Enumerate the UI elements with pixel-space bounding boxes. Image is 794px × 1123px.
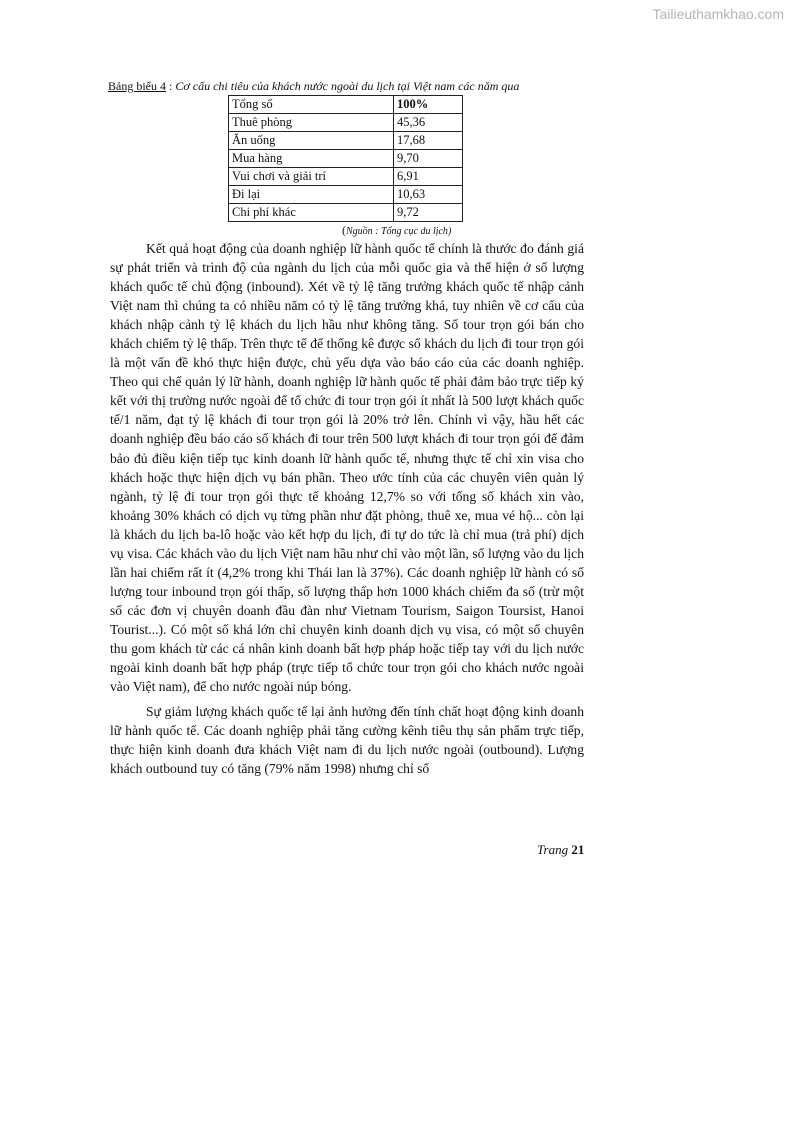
page-word: Trang <box>537 842 569 857</box>
source-close-paren: ) <box>447 226 452 237</box>
table-row <box>229 114 463 132</box>
row-value: 10,63 <box>394 186 463 204</box>
table-caption <box>108 79 608 94</box>
table-row <box>229 168 463 186</box>
body-text <box>110 239 584 778</box>
row-label: Ăn uống <box>229 132 394 150</box>
caption-separator: : <box>166 79 176 93</box>
row-value: 9,72 <box>394 204 463 222</box>
source-open-paren: ( <box>342 223 346 237</box>
table-row <box>229 186 463 204</box>
row-label: Đi lại <box>229 186 394 204</box>
watermark: Tailieuthamkhao.com <box>652 6 784 22</box>
expenditure-table <box>228 95 463 222</box>
paragraph-2: Sự giảm lượng khách quốc tế lại ảnh hưởng đến tính chất hoạt động kinh doanh lữ hành quốc tế. Các doanh nghiệp phải tăng cường kênh tiêu thụ sản phẩm trực tiếp, thực hiện kinh doanh đưa khách Việt nam đi du lịch nước ngoài (outbound). Lượng khách outbound tuy có tăng (79% năm 1998) nhưng chỉ số <box>110 704 584 777</box>
caption-text: Cơ cấu chi tiêu của khách nước ngoài du lịch tại Việt nam các năm qua <box>175 79 520 93</box>
source-text: Nguồn : Tổng cục du lịch <box>346 226 448 237</box>
page-number <box>537 842 584 858</box>
row-value: 100% <box>394 96 463 114</box>
row-label: Tổng số <box>229 96 394 114</box>
row-label: Vui chơi và giải trí <box>229 168 394 186</box>
row-value: 45,36 <box>394 114 463 132</box>
paragraph-1: Kết quả hoạt động của doanh nghiệp lữ hành quốc tế chính là thước đo đánh giá sự phát triển và trình độ của ngành du lịch của mỗi quốc gia và thể hiện ở số lượng khách quốc tế chủ động (inbound). Xét về tỷ lệ tăng trưởng khách quốc tế nhập cảnh Việt nam thì chúng ta có nhiều năm có tỷ lệ tăng trưởng khá, tuy nhiên về cơ cấu của khách nhập cảnh tỷ lệ khách du lịch hầu như không tăng. Số tour trọn gói bán cho khách chiếm tỷ lệ thấp. Trên thực tế để thống kê được số khách du lịch đi tour trọn gói là một vấn đề khó thực hiện được, chủ yếu dựa vào báo cáo của các doanh nghiệp. Theo qui chế quản lý lữ hành, doanh nghiệp lữ hành quốc tế phải đảm bảo trực tiếp ký kết với thị trường nước ngoài để tổ chức đi tour trọn gói ít nhất là 500 lượt khách quốc tế/1 năm, đạt tỷ lệ khách đi tour trọn gói là 20% trở lên. Chính vì vậy, hầu hết các doanh nghiệp đều báo cáo số khách đi tour trên 500 lượt khách đi tour trọn gói để đảm bảo đủ điều kiện tiếp tục kinh doanh lữ hành quốc tế, nhưng thực tế chỉ xin visa cho khách hoặc thực hiện dịch vụ bán phần. Theo ước tính của các chuyên viên quản lý ngành, tỷ lệ đi tour trọn gói thực tế khoảng 12,7% so với tổng số khách xin vào, khoảng 30% khách có dịch vụ từng phần như đặt phòng, thuê xe, mua vé hộ... còn lại là khách du lịch ba-lô hoặc vào kết hợp du lịch, đi tự do tức là chỉ mua (trả phí) dịch vụ visa. Các khách vào du lịch Việt nam hầu như chỉ vào một lần, số lượng vào du lịch lần hai chiếm rất ít (4,2% trong khi Thái lan là 37%). Các doanh nghiệp lữ hành có số lượng tour inbound trọn gói thấp, số lượng thấp hơn 1000 khách chiếm đa số (trừ một số các đơn vị chuyên doanh đầu đàn như Vietnam Tourism, Saigon Toursist, Hanoi Tourist...). Có một số khá lớn chỉ chuyên kinh doanh dịch vụ visa, có một số chuyên thu gom khách từ các cá nhân kinh doanh bất hợp pháp hoặc tiếp tay với du lịch nước ngoài kinh doanh bất hợp pháp (trực tiếp tổ chức tour trọn gói cho khách nước ngoài vào Việt nam), để cho nước ngoài núp bóng. <box>110 241 584 695</box>
table-source <box>342 223 451 238</box>
table-row <box>229 96 463 114</box>
row-label: Chi phí khác <box>229 204 394 222</box>
row-label: Mua hàng <box>229 150 394 168</box>
table-row <box>229 204 463 222</box>
caption-label: Bảng biểu 4 <box>108 79 166 93</box>
row-value: 6,91 <box>394 168 463 186</box>
table-row <box>229 132 463 150</box>
row-label: Thuê phòng <box>229 114 394 132</box>
table-row <box>229 150 463 168</box>
page-number-value: 21 <box>571 842 585 857</box>
row-value: 9,70 <box>394 150 463 168</box>
row-value: 17,68 <box>394 132 463 150</box>
